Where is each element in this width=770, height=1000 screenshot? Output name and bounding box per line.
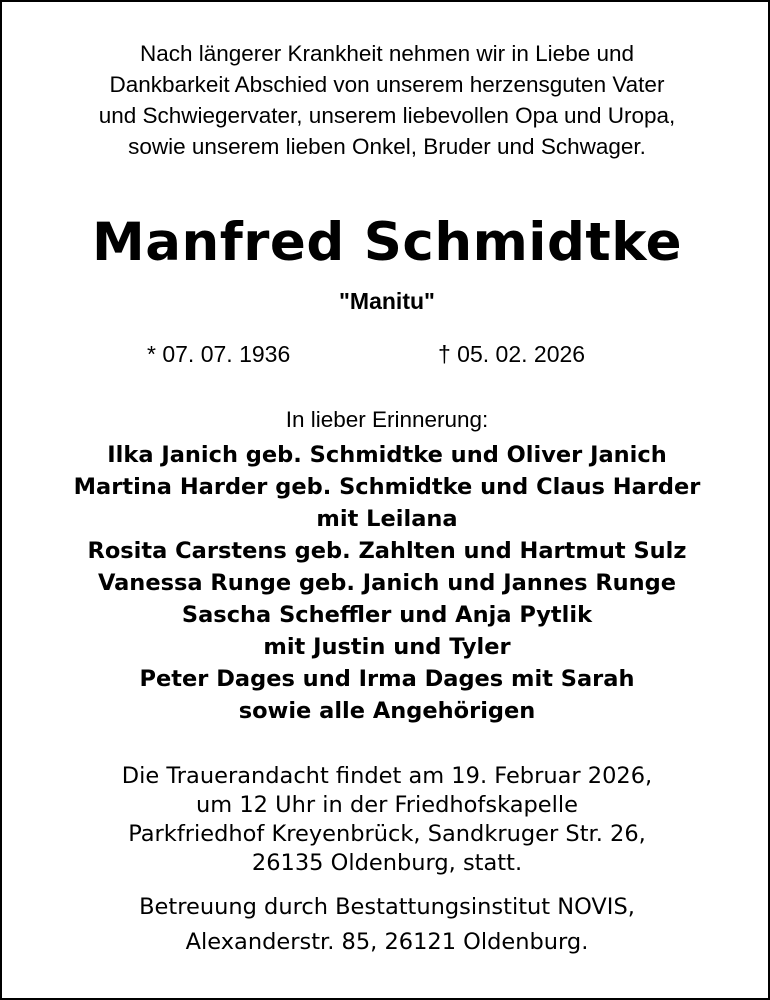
intro-line: sowie unserem lieben Onkel, Bruder und Schwager. [128,134,646,159]
mourner-line: Peter Dages und Irma Dages mit Sarah [139,666,635,692]
mourning-heading: In lieber Erinnerung: [285,407,489,432]
mourners-list [2,439,770,727]
intro-line: Dankbarkeit Abschied von unserem herzensguten Vater [109,72,665,97]
mourner-line: Ilka Janich geb. Schmidtke und Oliver Janich [107,442,667,468]
intro-line: und Schwiegervater, unserem liebevollen Opa und Uropa, [98,103,676,128]
death-date: † 05. 02. 2026 [438,341,586,367]
nickname: "Manitu" [339,288,435,314]
intro-text [2,38,770,162]
birth-date: * 07. 07. 1936 [147,341,291,367]
mourner-line: sowie alle Angehörigen [238,698,536,724]
care-line: Alexanderstr. 85, 26121 Oldenburg. [185,929,589,955]
intro-line: Nach längerer Krankheit nehmen wir in Liebe und [139,41,635,66]
mourner-line: Vanessa Runge geb. Janich und Jannes Runge [97,570,677,596]
service-line: 26135 Oldenburg, statt. [251,850,523,876]
mourner-line: Martina Harder geb. Schmidtke und Claus Harder [73,474,701,500]
service-line: Die Trauerandacht findet am 19. Februar 2026, [121,763,653,789]
mourner-line: Rosita Carstens geb. Zahlten und Hartmut Sulz [87,538,687,564]
service-info [2,762,770,878]
funeral-home-info [2,890,770,960]
service-line: um 12 Uhr in der Friedhofskapelle [196,792,578,818]
care-line: Betreuung durch Bestattungsinstitut NOVIS, [139,894,635,920]
mourner-line: mit Justin und Tyler [263,634,511,660]
deceased-name: Manfred Schmidtke [91,212,683,273]
mourner-line: mit Leilana [316,506,458,532]
life-dates [2,338,770,370]
mourner-line: Sascha Scheffler und Anja Pytlik [181,602,593,628]
service-line: Parkfriedhof Kreyenbrück, Sandkruger Str. 26, [128,821,646,847]
